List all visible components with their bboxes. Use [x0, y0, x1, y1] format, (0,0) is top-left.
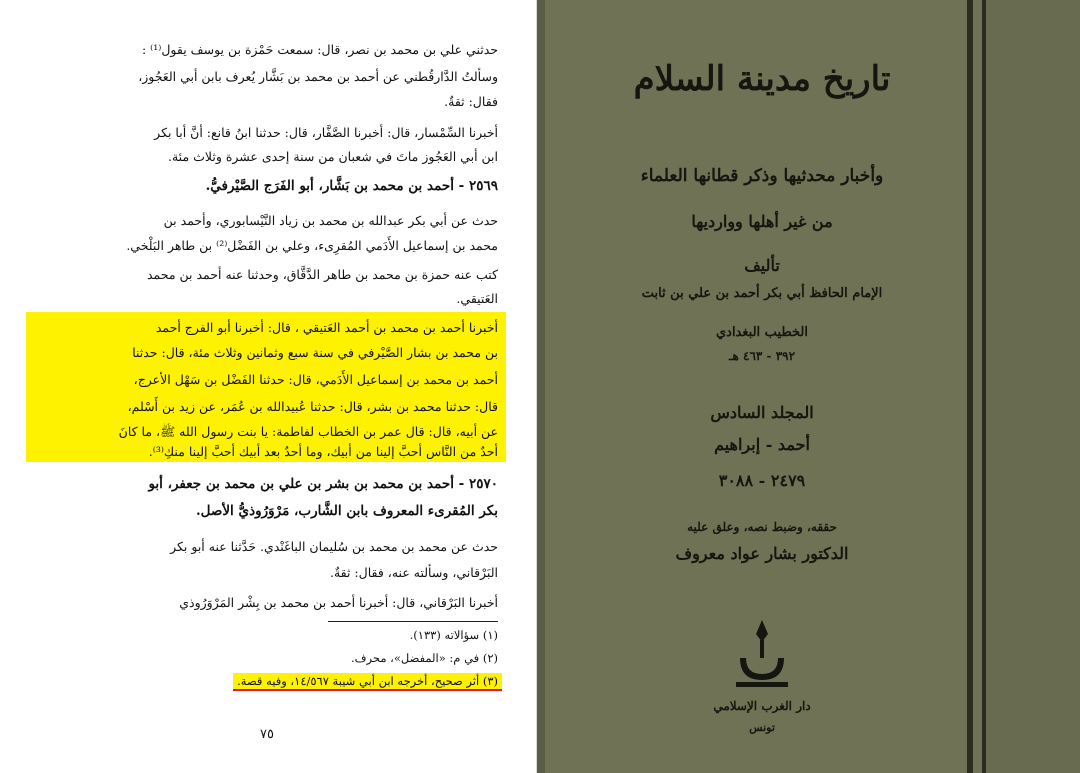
publisher-logo-icon [732, 618, 792, 690]
volume-numbers: ٢٤٧٩ - ٣٠٨٨ [718, 471, 806, 490]
footnote: (٢) في م: «المفضل»، محرف. [350, 651, 498, 665]
text-line: العَتيقي. [456, 291, 498, 306]
footnote-highlighted [233, 676, 502, 688]
author-nisba: الخطيب البغدادي [715, 325, 808, 340]
author-name: الإمام الحافظ أبي بكر أحمد بن علي بن ثابت [641, 286, 883, 301]
text-line: كتب عنه حمزة بن محمد بن طاهر الدَّقَّاق، وحدثنا عنه أحمد بن محمد [146, 267, 498, 282]
text-line: وسألتُ الدَّارقُطني عن أحمد بن محمد بن بَشَّار يُعرف بابن أبي العَجُوز، [138, 69, 498, 84]
text-line: حدثني علي بن محمد بن نصر، قال: سمعت حَمْزة بن يوسف يقول⁽¹⁾ : [142, 42, 498, 57]
volume-range: أحمد - إبراهيم [714, 435, 810, 454]
text-line: أخبرنا السِّمْسار، قال: أخبرنا الصَّفَّار، قال: حدثنا ابنُ قانع: أنَّ أبا بكر [154, 125, 498, 140]
highlighted-line: أحدٌ من النَّاس أحبَّ إلينا من أبيك، وما أحدٌ بعد أبيك أحبَّ إلينا منكِ⁽³⁾. [148, 444, 498, 459]
editor-name: الدكتور بشار عواد معروف [675, 544, 849, 563]
editor-label: حققه، وضبط نصه، وعلق عليه [687, 520, 837, 534]
cover-edge [537, 0, 545, 773]
footnote: (١) سؤالاته (١٣٣). [409, 628, 498, 642]
entry-heading: ٢٥٧٠ - أحمد بن محمد بن بشر بن علي بن محمد بن جعفر، أبو [148, 476, 498, 492]
book-cover [537, 0, 1080, 773]
entry-heading: بكر المُقرىء المعروف بابن الشَّارب، مَرْوَرُوذيُّ الأصل. [195, 503, 498, 519]
entry-heading: ٢٥٦٩ - أحمد بن محمد بن بَشَّار، أبو الفَرَج الصَّيْرفيُّ. [205, 178, 498, 194]
publisher-city: تونس [749, 721, 775, 734]
spine-line [967, 0, 973, 773]
text-line: ابن أبي العَجُوز ماتَ في شعبان من سنة إحدى عشرة وثلاث مئة. [168, 149, 498, 164]
text-line: حدث عن محمد بن محمد بن سُليمان الباغَنْدي. حَدَّثنا عنه أبو بكر [170, 539, 498, 554]
cover-subtitle: من غير أهلها ووارديها [691, 212, 833, 231]
highlighted-line: عن أبيه، قال: قال عمر بن الخطاب لفاطمة: يا بنت رسول الله ﷺ، ما كانَ [118, 424, 498, 439]
spine-panel [986, 0, 1080, 773]
author-label: تأليف [744, 256, 780, 275]
author-dates: ٣٩٢ - ٤٦٣ هـ [728, 349, 796, 363]
highlighted-line: بن محمد بن بشار الصَّيْرفي في سنة سبع وثمانين وثلاث مئة، قال: حدثنا [132, 345, 498, 360]
cover-subtitle: وأخبار محدثيها وذكر قطانها العلماء [640, 166, 884, 186]
footnote-3: (٣) أثر صحيح، أخرجه ابن أبي شيبة ١٤/٥٦٧، وفيه قصة. [233, 673, 502, 691]
volume-label: المجلد السادس [710, 403, 814, 422]
highlighted-line: قال: حدثنا محمد بن بشر، قال: حدثنا عُبيدالله بن عُمَر، عن زيد بن أَسْلم، [127, 399, 498, 414]
cover-title: تاريخ مدينة السلام [633, 59, 891, 99]
book-page [0, 0, 537, 773]
text-line: حدث عن أبي بكر عبدالله بن محمد بن زياد النَّيْسابوري، وأحمد بن [163, 213, 498, 228]
text-line: محمد بن إسماعيل الأَدَمي المُقرِىء، وعلي بن الفَضْل⁽²⁾ بن طاهر البَلْخي. [126, 238, 498, 253]
footnote-rule [328, 621, 498, 622]
publisher-name: دار الغرب الإسلامي [713, 699, 811, 713]
text-line: البَرْقاني، وسألته عنه، فقال: ثقةٌ. [329, 565, 498, 580]
text-line: فقال: ثقةٌ. [444, 94, 498, 109]
highlighted-line: أحمد بن محمد بن إسماعيل الأَدَمي، قال: حدثنا الفَضْل بن سَهْل الأعرج، [133, 372, 498, 387]
text-line: أخبرنا البَرْقاني، قال: أخبرنا أحمد بن محمد بن بِشْر المَرْوَرُوذي [179, 595, 498, 610]
highlighted-line: أخبرنا أحمد بن محمد بن أحمد العَتيقي ، قال: أخبرنا أبو الفرج أحمد [155, 320, 498, 335]
page-number: ٧٥ [260, 727, 274, 742]
spine-line [982, 0, 986, 773]
